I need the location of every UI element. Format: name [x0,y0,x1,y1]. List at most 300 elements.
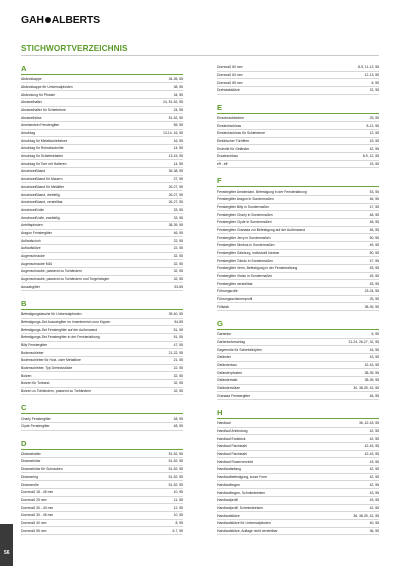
index-page-refs: 43, 55 [369,498,379,503]
index-entry [21,214,183,222]
index-entry [217,72,379,80]
index-entry [21,365,183,373]
index-term: Handlauf [217,421,231,426]
index-term: Handlaufbefestigung, kurze Form [217,475,268,480]
section-gap [217,400,379,408]
index-term: Fenstergitter Vivian in Sondermaßen [217,274,273,279]
index-entry [21,191,183,199]
index-entry [217,242,379,250]
index-term: Anschlag für Metallschiebetore [21,138,68,143]
index-entry [217,385,379,393]
index-term: Handlauf Flachstahl [217,444,247,449]
index-entry [217,354,379,362]
index-page-refs: 36, 55 [369,528,379,533]
index-term: Handlaufprofil, Schmiedeeisen [217,505,263,510]
index-term: Ersatzschloss [217,154,238,159]
index-entry [217,161,379,169]
index-term: Bolzen [21,373,32,378]
index-entry [217,211,379,219]
index-entry [21,276,183,284]
index-entry [21,199,183,207]
index-page-refs: 42, 55 [369,475,379,480]
index-term: Handlauf Endstück [217,436,246,441]
index-entry [217,234,379,242]
index-page-refs: 38-39, 55 [364,378,379,383]
index-term: Auflaufstütze [21,246,41,251]
index-entry [217,219,379,227]
index-term: Distanzring [21,474,38,479]
section-letter: B [21,299,27,309]
brand-logo [21,15,100,25]
index-page-refs: 36-38, 55 [168,169,183,174]
index-page-refs: 27, 55 [173,177,183,182]
index-page-refs: 15, 55 [369,139,379,143]
index-entry [21,268,183,276]
index-entry [217,512,379,520]
index-term: Bolzen für Torband [21,381,50,386]
index-page-refs: 32, 55 [173,269,183,274]
index-entry [217,435,379,443]
index-entry [21,520,183,528]
index-page-refs: 48, 55 [369,220,379,225]
index-entry [21,160,183,168]
index-entry [21,380,183,388]
index-page-refs: 51-52, 55 [168,451,183,456]
index-term: Bodenschieber für Holz- oder Metalltore [21,358,81,363]
index-term: Geländerstütze [217,386,240,391]
index-page-refs: 32, 55 [173,254,183,258]
index-term: Fenstergitter Amsterdam, Befestigung in der Fensterlaibung [217,189,307,194]
index-entry [21,83,183,91]
index-page-refs: 38-39, 55 [168,223,183,228]
index-term: Distanzhülse für Schrauben [21,467,63,472]
index-page-refs: 36, 38-39, 42, 55 [353,513,379,518]
index-term: Abstandhalter für Schiebetore [21,107,66,112]
section-gap [217,168,379,176]
index-entry [21,237,183,245]
index-term: Charly Fenstergitter [21,416,51,421]
index-page-refs: 32, 55 [173,373,183,378]
index-page-refs: 55, 55 [173,123,183,128]
index-term: Dornmaß 64 mm [217,73,243,78]
index-entry [21,466,183,474]
index-page-refs: 42-43, 55 [364,452,379,457]
title-divider [21,55,379,56]
index-term: Befestigungs-Set Auszahgitter im Innenbereich zum Kippen [21,319,111,324]
index-entry [21,153,183,161]
index-page-refs: 24, 55 [173,107,183,112]
index-page-refs: 16, 55 [173,138,183,143]
index-page-refs: 43, 55 [369,355,379,360]
index-page-refs: 42-43, 55 [364,444,379,449]
index-page-refs: 42-43, 55 [364,363,379,368]
index-page-refs: 51-52, 55 [168,459,183,464]
index-term: Handlaufstütze für Universalpfosten [217,521,271,526]
page-number: 56 [4,550,10,556]
index-page-refs: 42, 55 [369,146,379,151]
index-term: eff - eff [217,162,228,167]
index-term: Geländerstab [217,378,238,383]
section-letter: A [21,64,27,73]
index-column-left [21,64,183,535]
section-letter: H [217,408,223,418]
index-page-refs: 51, 55 [173,335,183,340]
index-page-refs: 54-55 [174,319,183,324]
index-page-refs: 13-15, 55 [168,154,183,159]
index-term: Handlauf Flachstahl [217,452,247,457]
index-entry [217,250,379,258]
index-page-refs: 40, 55 [369,521,379,526]
index-page-refs: 47, 55 [173,342,183,347]
index-term: Abstandhalter [21,100,42,105]
index-term: Füllstab [217,304,229,309]
section-divider [21,413,183,414]
index-entry [217,377,379,385]
index-page-refs: 48, 55 [369,212,379,217]
index-term: Anschweißband für Mauern [21,177,63,182]
section-divider [217,418,379,419]
index-term: Antriftspfosten [21,223,43,228]
section-divider [21,309,183,310]
section-letter: D [21,438,27,448]
index-entry [21,311,183,319]
index-entry [21,326,183,334]
index-entry [21,357,183,365]
index-entry [217,288,379,296]
index-page-refs: 38, 55 [173,84,183,89]
index-page-refs: 33, 55 [173,207,183,212]
index-page-refs: 43, 55 [369,459,379,464]
index-term: Dornmaß 55 mm [21,528,47,533]
index-term: Anschweißband, verstellbar [21,200,63,205]
index-page-refs: 46, 55 [173,230,183,235]
index-term: Augenschraube [21,254,45,258]
index-term: Fenstergitter Nimbus in Sondermaßen [217,243,275,248]
index-entry [21,489,183,497]
index-term: Augenschraube, passend zu Torbändern [21,269,83,274]
index-page-refs: 14, 55 [173,146,183,151]
index-term: Dornmaß 40 mm [21,520,47,525]
index-term: Ameisestein Fenstergitter [21,123,60,128]
index-term: Dornmaß 18 - 45 mm [21,490,54,495]
index-entry [217,265,379,273]
index-entry [217,420,379,428]
index-entry [21,168,183,176]
index-term: Drehstabstütze [217,88,240,93]
index-page-refs: 32, 55 [173,261,183,266]
index-term: Fenstergitter Charly in Sondermaßen [217,212,273,217]
index-page-refs: 49, 55 [369,274,379,279]
index-entry [217,153,379,161]
logo-dot-icon [45,17,51,23]
index-page-refs: 10, 55 [173,490,183,495]
index-entry [21,415,183,423]
index-entry [217,303,379,311]
index-page-refs: 6, 55 [371,80,379,85]
index-page-refs: 46, 55 [369,393,379,398]
index-page-refs: 13-14, 16, 55 [163,131,183,135]
index-page-refs: 22, 55 [173,366,183,371]
index-term: Abdeckkappe [21,77,42,82]
index-entry [21,99,183,107]
index-page-refs: 8-9, 11-12, 55 [358,65,379,70]
index-term: Distanzhalter [21,451,41,456]
index-page-refs: 32, 55 [173,277,183,282]
index-term: Dornmaß 65 mm [217,80,243,85]
index-page-refs: 30, 38-39, 42, 55 [353,386,379,391]
index-term: Fenstergitter Toledo in Sondermaßen [217,258,273,263]
index-column-right [217,64,379,535]
index-page-refs: 53, 55 [369,281,379,286]
index-page-refs: 50, 55 [369,235,379,240]
index-page-refs: 6, 55 [371,332,379,337]
index-page-refs: 47, 55 [369,204,379,209]
index-entry [21,91,183,99]
index-term: Bodenschieber [21,350,44,355]
index-term: Fenstergitter Granada zur Befestigung auf der Außenwand [217,227,306,232]
index-entry [217,428,379,436]
index-page-refs: 38-39, 55 [364,370,379,375]
index-term: Anschlag für Schiebekästen [21,154,64,159]
index-term: Einschraubkloben [217,115,244,120]
index-entry [217,481,379,489]
index-term: Fenstergitter verstellbar [217,281,253,286]
index-page-refs: 23-24, 55 [364,289,379,294]
index-page-refs: 43, 55 [369,490,379,495]
index-term: Handlaufstütze, Auflage nicht verstellbar [217,528,278,533]
index-page-refs: 34, 55 [173,92,183,97]
index-page-refs: 21, 55 [173,358,183,363]
section-divider [21,74,183,75]
index-term: Anschlag [21,131,35,135]
index-entry [21,130,183,138]
index-term: Bolzen zu Torbändern, passend zu Torbändern [21,389,92,394]
index-term: Geländerpfosten [217,370,243,375]
index-term: Fenstergitter Billy in Sondermaßen [217,204,270,209]
section-gap [217,311,379,319]
index-entry [217,204,379,212]
index-entry [217,227,379,235]
index-term: Anschweißband, dreiteilig [21,192,60,197]
index-page-refs: 38-39, 55 [364,304,379,309]
index-term: Dornmaß 25 mm [21,497,47,502]
section-gap [21,291,183,299]
section-letter: C [21,403,27,413]
index-page-refs: 53, 55 [369,266,379,271]
index-entry [217,489,379,497]
section-gap [21,395,183,403]
index-entry [217,497,379,505]
index-term: Granada Fenstergitter [217,393,251,398]
index-term: Billy Fenstergitter [21,342,48,347]
index-term: Handlaufbogen [217,482,241,487]
section-letter: E [217,102,223,112]
index-entry [217,138,379,146]
index-term: Abdeckung für Pfosten [21,92,56,97]
index-page-refs: 50, 55 [369,251,379,256]
index-entry [21,230,183,238]
index-term: Geländerbau [217,363,237,368]
index-term: Dornmaß 30 - 45 mm [21,513,54,518]
index-entry [21,107,183,115]
index-entry [21,114,183,122]
index-term: Handlaufbogen, Schmiedeeisen [217,490,266,495]
index-page-refs: 25, 55 [369,115,379,120]
index-entry [217,369,379,377]
index-entry [21,388,183,396]
index-page-refs: 21-24, 26-27, 32, 55 [348,340,379,345]
index-term: Einsteckschloss für Schiebetore [217,131,266,136]
index-term: Elektrischer Türöffner [217,139,250,143]
index-entry [217,466,379,474]
index-entry [217,122,379,130]
index-entry [21,497,183,505]
index-page-refs: 51-52, 55 [168,115,183,120]
index-entry [21,76,183,84]
index-entry [21,481,183,489]
section-divider [217,329,379,330]
index-entry [21,334,183,342]
page-title: STICHWORTVERZEICHNIS [21,44,128,53]
index-entry [21,319,183,327]
index-term: Fenstergitter Jerry in Sondermaßen [217,235,271,240]
index-term: Führungsschienenprofil [217,297,253,302]
index-entry [21,253,183,261]
index-term: Befestigungs-Set Fenstergitter auf der Außenwand [21,327,98,332]
index-entry [21,423,183,431]
index-page-refs: 32, 55 [173,389,183,394]
index-page-refs: 16, 55 [369,347,379,352]
index-term: Dornmaß 60 mm [217,65,243,70]
index-entry [217,196,379,204]
index-page-refs: 51, 55 [173,327,183,332]
index-entry [217,443,379,451]
index-entry [21,504,183,512]
index-entry [217,130,379,138]
index-term: Fenstergitter Verin, Befestigung in der Fensterlaibung [217,266,298,271]
page-tab [0,524,13,566]
index-term: Aragon Fenstergitter [21,230,52,235]
index-term: Anschweißrolle, zweiteilig [21,215,60,220]
index-page-refs: 26-27, 55 [168,200,183,205]
index-term: Endrolle für Geländer [217,146,250,151]
index-page-refs: 15, 55 [369,162,379,167]
index-page-refs: 14, 55 [173,161,183,166]
index-page-refs: 33, 55 [173,215,183,220]
index-page-refs: 53, 55 [369,189,379,194]
index-entry [217,296,379,304]
index-entry [217,188,379,196]
index-page-refs: 8-9, 12, 55 [362,154,379,159]
index-entry [217,145,379,153]
index-page-refs: 24, 51-52, 55 [163,100,183,105]
brand-name-part-1: GAH [21,14,44,26]
index-term: Auflaufschuh [21,238,41,243]
section-gap [21,431,183,439]
index-page-refs: 12, 55 [369,131,379,136]
index-term: Handlaufanfang [217,467,241,472]
section-gap [217,95,379,103]
index-entry [217,474,379,482]
index-entry [21,206,183,214]
index-term: Handlauf Rosenverzinkt [217,459,253,464]
index-page-refs: 36, 42-43, 55 [359,421,379,426]
index-page-refs: 48, 55 [173,424,183,429]
index-term: Augenschraube M16 [21,261,53,266]
index-entry [217,115,379,123]
index-entry [21,245,183,253]
index-term: Gartentorbeschlag [217,340,245,345]
index-entry [217,79,379,87]
index-page-refs: 46, 55 [369,227,379,232]
index-entry [217,505,379,513]
index-term: Einsteckschloss [217,123,242,128]
index-page-refs: 26-27, 55 [168,184,183,189]
index-page-refs: 53-55 [174,284,183,289]
index-entry [21,527,183,535]
index-page-refs: 6-7, 55 [172,528,183,533]
index-term: Bodenschieber, Typ Dreieckstütze [21,366,73,371]
index-term: Abstandhülse [21,115,42,120]
index-page-refs: 11, 55 [173,497,183,502]
index-page-refs: 42, 55 [369,429,379,434]
index-page-refs: 39-40, 55 [168,312,183,317]
index-term: Anschweißband [21,169,46,174]
index-page-refs: 8, 55 [175,520,183,525]
index-page-refs: 22, 55 [173,246,183,251]
index-entry [217,273,379,281]
index-page-refs: 48, 55 [173,416,183,421]
index-term: Befestigungslasche für Universalpfosten [21,312,82,317]
index-entry [21,342,183,350]
index-term: Gartentor [217,332,232,337]
section-divider [21,449,183,450]
index-entry [217,458,379,466]
index-entry [217,451,379,459]
index-term: Fenstergitter Salzburg, individuell kürzbar [217,251,280,256]
index-page-refs: 26-27, 55 [168,192,183,197]
index-term: Auszahgitter [21,284,40,289]
index-page-refs: 21-22, 55 [168,350,183,355]
index-term: Clyde Fenstergitter [21,424,50,429]
index-page-refs: 22, 55 [173,238,183,243]
index-term: Handlaufprofil [217,498,238,503]
index-entry [217,362,379,370]
index-page-refs: 42, 55 [369,467,379,472]
index-term: Führungsrolle [217,289,238,294]
index-page-refs: 12, 55 [173,505,183,510]
index-term: Gegenrolle für Schiebeköpfen [217,347,262,352]
index-page-refs: 51-52, 55 [168,474,183,479]
section-letter: G [217,319,223,329]
index-entry [217,346,379,354]
index-term: Anschweißband für Metallfer [21,184,64,189]
index-page-refs: 42, 55 [369,482,379,487]
index-entry [21,260,183,268]
index-entry [21,183,183,191]
index-page-refs: 12-13, 55 [364,73,379,78]
index-entry [217,520,379,528]
index-entry [217,392,379,400]
index-page-refs: 32, 55 [173,381,183,386]
index-term: Abdeckkappe für Universalpfosten [21,84,73,89]
index-page-refs: 22, 55 [369,88,379,93]
index-page-refs: 42, 55 [369,505,379,510]
section-divider [217,186,379,187]
index-page-refs: 51-52, 55 [168,482,183,487]
index-page-refs: 51-52, 55 [168,467,183,472]
index-entry [21,176,183,184]
